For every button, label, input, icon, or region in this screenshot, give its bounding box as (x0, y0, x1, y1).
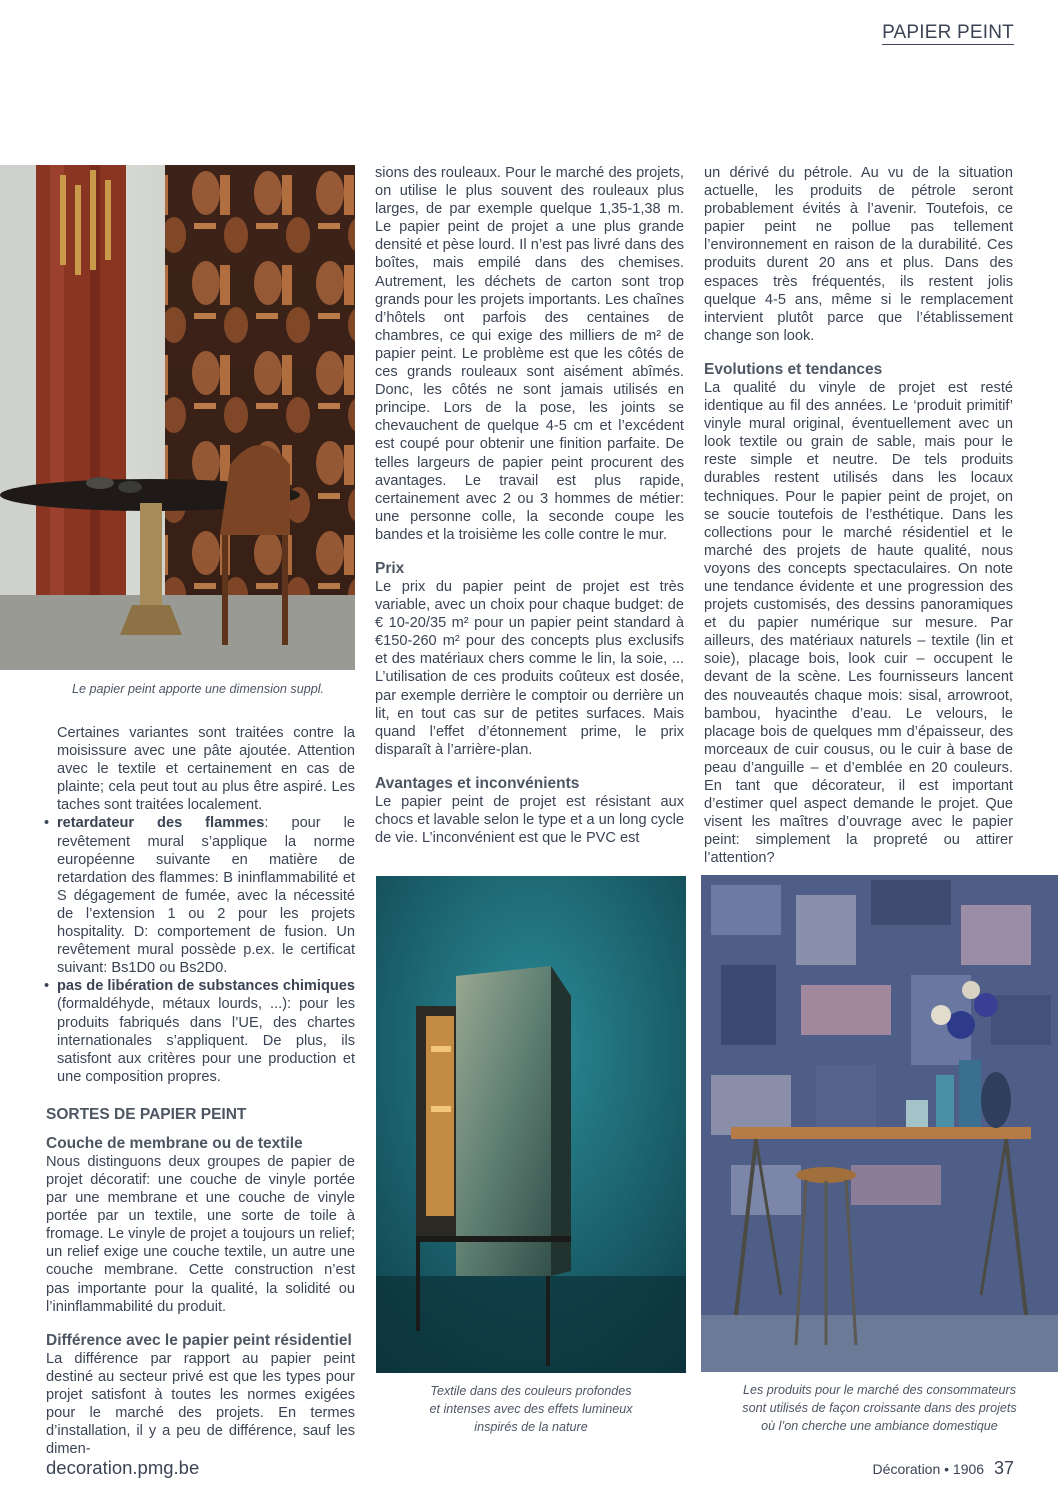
photo1-caption-text: Le papier peint apporte une dimension suppl. (71, 682, 325, 696)
bullet-chemicals (46, 977, 355, 1086)
col1-paragraph-1: Nous distinguons deux groupes de papier de projet décoratif: une couche de vinyle portée par une membrane et une couche de vinyle portée par un textile, une sorte de toile à fromage. Le vinyle de projet a toujours un relief; un relief exige une couche textile, un autre une couche membrane. Cette construction n’est pas importante pour la qualité, la solidité ou l’ininflammabilité du produit. (46, 1153, 355, 1315)
photo-teal-cabinet (376, 876, 686, 1373)
bullet1-text: : pour le revêtement mural s’applique la norme européenne suivante en matière de retardation des flammes: B ininflammabilité et S dégagement de fumée, avec la nécessité de l’extension 1 ou 2 pour les projets hospitality. D: comportement de fusion. Un revêtement mural possède p.ex. le certificat suivant: Bs1D0 ou Bs2D0. (57, 815, 356, 977)
col3-subheading-1: Evolutions et tendances (704, 360, 883, 378)
column-2 (375, 164, 684, 847)
col1-subheading-1: Couche de membrane ou de textile (46, 1134, 303, 1152)
section-header-label: PAPIER PEINT (882, 22, 1014, 43)
photo2-caption (376, 1382, 686, 1436)
col3-paragraph-2: La qualité du vinyle de projet est resté identique au fil des années. Le ‘produit primitif’ vinyle mural original, éventuellement avec un look textile ou grain de sable, mais pour le reste simple et neutre. De tels produits durables restent utilisés dans les locaux techniques. Pour le papier peint de projet, on se soucie toutefois de l’esthétique. Dans les collections pour le marché résidentiel et le marché des projets de haute qualité, nous voyons des concepts spectaculaires. On note une tendance évidente et une progression des projets customisés, des dessins panoramiques et du papier numérique sur mesure. Par ailleurs, des matériaux naturels – textile (lin et soie), placage bois, look cuir – occupent le devant de la scène. Les fournisseurs lancent des nouveautés chaque mois: sisal, arrowroot, bambou, hyacinthe d’eau. Le velours, le placage bois de quelques mm d’épaisseur, des morceaux de cuir cousus, ou le cuir à base de peau d’anguille – et d’emblée en 20 couleurs. En tant que décorateur, il est important d’estimer quel aspect demande le projet. Que visent les maîtres d’ouvrage avec le papier peint: simplement la propreté ou attirer l’attention? (704, 379, 1013, 867)
photo3-caption-line-1: Les produits pour le marché des consommateurs (743, 1383, 1016, 1397)
photo3-caption-line-3: où l’on cherche une ambiance domestique (761, 1419, 998, 1433)
photo-blue-desk (701, 875, 1058, 1372)
col2-paragraph-3: Le papier peint de projet est résistant aux chocs et lavable selon le type et a un long cycle de vie. L’inconvénient est que le PVC est (375, 793, 684, 847)
col1-subheading-2: Différence avec le papier peint résidentiel (46, 1331, 352, 1349)
col3-paragraph-1: un dérivé du pétrole. Au vu de la situation actuelle, les produits de pétrole seront probablement évités à l’avenir. Toutefois, ce papier peint ne pollue pas tellement l’environnement en raison de la durabilité. Ces produits durent 20 ans et plus. Dans des espaces très fréquentés, ils restent jolis quelque 4-5 ans, même si le remplacement intervient plutôt parce que l’établissement change son look. (704, 165, 1013, 344)
col1-intro: Certaines variantes sont traitées contre la moisissure avec une pâte ajoutée. Attention avec le textile et certainement en cas de plainte; cela peut tout au plus être aspiré. Les taches sont traitées localement. (57, 725, 355, 814)
photo2-caption-line-3: inspirés de la nature (474, 1420, 588, 1434)
photo2-caption-line-2: et intenses avec des effets lumineux (429, 1402, 633, 1416)
col2-paragraph-1: sions des rouleaux. Pour le marché des projets, on utilise le plus souvent des rouleaux plus larges, de par exemple quelque 1,35-1,38 m. Le papier peint de projet a une plus grande densité et pèse lourd. Il n’est pas livré dans des boîtes, mais empilé dans des chemises. Autrement, les déchets de carton sont trop grands pour les projets importants. Les chaînes d’hôtels ont parfois des centaines de chambres, ce qui exige des milliers de m² de papier peint. Le problème est que les côtés de ces grands rouleaux sont aisément abîmés. Donc, les côtés ne sont jamais utilisés en principe. Lors de la pose, les joints se chevauchent de quelque 4-5 cm et l’excédent est coupé pour obtenir une finition parfaite. De telles largeurs de papier peint procurent des avantages. Le travail est plus rapide, certainement avec 2 ou 3 hommes de métier: une personne colle, la seconde coupe les bandes et la troisième les colle contre le mur. (375, 165, 684, 543)
col1-paragraph-2: La différence par rapport au papier peint destiné au secteur privé est que les types pour projet satisfont à toutes les normes exigées pour le marché des projets. En termes d’installation, il y a peu de différence, sauf les dimen- (46, 1350, 355, 1458)
bullet2-text: (formaldéhyde, métaux lourds, ...): pour les produits fabriqués dans l’UE, des chartes internationales s’appliquent. De plus, ils satisfont aux critères pour une production et une composition propres. (57, 996, 355, 1085)
page-number: 37 (993, 1458, 1014, 1478)
section-title: SORTES DE PAPIER PEINT (46, 1105, 247, 1123)
teal-cabinet-illustration (376, 876, 686, 1373)
col2-paragraph-2: Le prix du papier peint de projet est très variable, avec un choix pour chaque budget: de € 10-20/35 m² pour un papier peint standard à €150-260 m² pour des concepts plus exclusifs et des matériaux chers comme le lin, la soie, ... L’utilisation de ces produits coûteux est dosée, par exemple derrière le comptoir ou derrière un lit, en tout cas sur de petites surfaces. Mais quand l’effet d’étonnement prime, le prix disparaît à l’arrière-plan. (375, 578, 684, 758)
dining-room-illustration (0, 165, 355, 670)
photo1-caption (0, 680, 396, 698)
bullet-flame-retardant (46, 814, 355, 977)
col2-subheading-2: Avantages et inconvénients (375, 774, 580, 792)
section-header (882, 22, 1014, 45)
column-1 (46, 724, 355, 1458)
col2-subheading-1: Prix (375, 559, 405, 577)
footer-site-link[interactable]: decoration.pmg.be (46, 1457, 200, 1478)
bullet2-bold: pas de libération de substances chimiques (57, 978, 355, 995)
blue-desk-illustration (701, 875, 1058, 1372)
photo-dining-room (0, 165, 355, 670)
photo3-caption-line-2: sont utilisés de façon croissante dans des projets (742, 1401, 1017, 1415)
column-3 (704, 164, 1013, 867)
footer-magazine (873, 1458, 1014, 1479)
bullet1-bold: retardateur des flammes (57, 815, 265, 832)
photo2-caption-line-1: Textile dans des couleurs profondes (430, 1384, 632, 1398)
photo3-caption (701, 1381, 1058, 1435)
footer-site[interactable] (46, 1457, 199, 1479)
footer-magazine-label: Décoration • 1906 (872, 1461, 985, 1477)
